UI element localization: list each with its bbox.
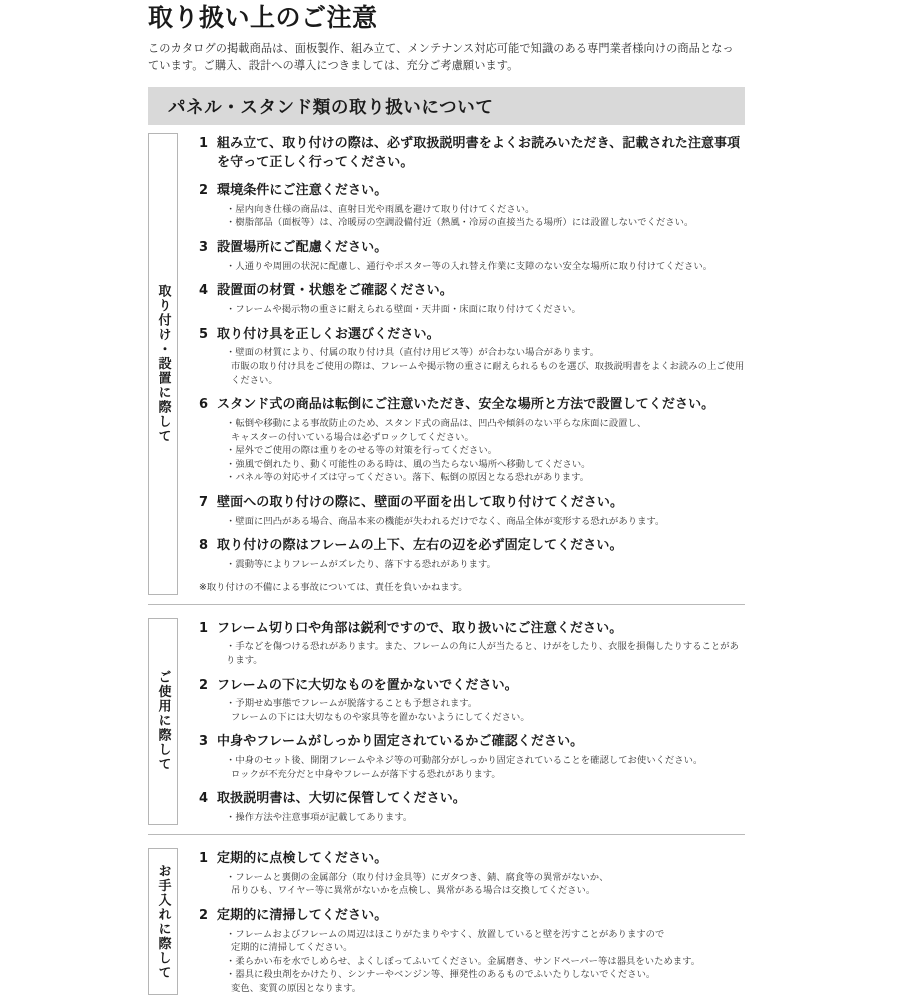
section-banner-label: パネル・スタンド類の取り扱いについて — [168, 97, 494, 118]
notice-subnote: ・壁面の材質により、付属の取り付け具（直付け用ビス等）が合わない場合があります。 — [226, 347, 600, 359]
vertical-label-box — [148, 618, 178, 825]
notice-subnote: ・屋内向き仕様の商品は、直射日光や雨風を避けて取り付けてください。 — [226, 203, 535, 215]
vertical-label-wrap — [148, 848, 182, 995]
notice-item-heading: 環境条件にご注意ください。 — [217, 182, 388, 198]
notice-item-body — [217, 850, 745, 898]
intro-paragraph: このカタログの掲載商品は、面板製作、組み立て、メンテナンス対応可能で知識のある専門業者様向けの商品となっています。ご購入、設計への導入につきましては、充分ご考慮願います。 — [148, 41, 734, 73]
notice-subnote-list — [217, 754, 745, 781]
notice-item-heading: 組み立て、取り付けの際は、必ず取扱説明書をよくお読みいただき、記載された注意事項を守って正しく行ってください。 — [217, 136, 741, 170]
notice-subnote: ・フレームと裏側の金属部分（取り付け金具等）にガタつき、錆、腐食等の異常がないか、 — [226, 871, 609, 883]
notice-subnote: キャスターの付いている場合は必ずロックしてください。 — [231, 431, 474, 443]
notice-subnote-list — [217, 515, 745, 529]
notice-item-number: 2 — [199, 677, 209, 693]
notice-item-heading: 設置面の材質・状態をご確認ください。 — [217, 283, 453, 299]
notice-item-list — [182, 848, 745, 995]
notice-item — [199, 850, 745, 898]
notice-item-number: 1 — [199, 620, 209, 636]
notice-subnote: ・フレームや掲示物の重さに耐えられる壁面・天井面・床面に取り付けてください。 — [226, 304, 581, 316]
notice-subnote: ・樹脂部品（面板等）は、冷暖房の空調設備付近（熱風・冷房の直接当たる場所）には設置しないでください。 — [226, 217, 694, 229]
notice-item-heading: 設置場所にご配慮ください。 — [217, 239, 388, 255]
notice-item-number: 5 — [199, 326, 209, 342]
notice-item-number: 3 — [199, 239, 209, 255]
notice-item — [199, 326, 745, 388]
notice-item — [199, 135, 745, 173]
notice-item-body — [217, 326, 745, 388]
notice-subnote: ・中身のセット後、開閉フレームやネジ等の可動部分がしっかり固定されていることを確認してお使いください。 — [226, 755, 703, 767]
notice-subnote-list — [217, 260, 745, 274]
notice-subnote: 定期的に清掃してください。 — [231, 942, 353, 954]
notice-item-number: 2 — [199, 907, 209, 923]
notice-subnote: ・強風で倒れたり、動く可能性のある時は、風の当たらない場所へ移動してください。 — [226, 458, 591, 470]
notice-subnote: ・柔らかい布を水でしめらせ、よくしぼってふいてください。金属磨き、サンドペーパー等は器具をいためます。 — [226, 955, 701, 967]
notice-subnote: ・パネル等の対応サイズは守ってください。落下、転倒の原因となる恐れがあります。 — [226, 472, 590, 484]
notice-subnote: ロックが不充分だと中身やフレームが落下する恐れがあります。 — [231, 768, 501, 780]
notice-item-number: 1 — [199, 136, 209, 152]
notice-item-body — [217, 733, 745, 781]
notice-subnote: 変色、変質の原因となります。 — [231, 982, 362, 994]
notice-item-number: 1 — [199, 850, 209, 866]
notice-item — [199, 239, 745, 273]
notice-item-body — [217, 790, 745, 824]
notice-item — [199, 677, 745, 725]
notice-subnote: ・予期せぬ事態でフレームが脱落することも予想されます。 — [226, 698, 478, 710]
notice-item-heading: 取扱説明書は、大切に保管してください。 — [217, 791, 466, 807]
notice-item-body — [217, 907, 745, 995]
notice-item-number: 7 — [199, 494, 209, 510]
notice-block — [148, 125, 745, 594]
notice-subnote: ・手などを傷つける恐れがあります。また、フレームの角に人が当たると、けがをしたり、衣服を損傷したりすることがあります。 — [226, 641, 739, 666]
notice-item-body — [217, 677, 745, 725]
vertical-label-text: 取り付け・設置に際して — [155, 284, 171, 444]
notice-item-number: 8 — [199, 538, 209, 554]
notice-subnote-list — [217, 303, 745, 317]
notice-subnote: ・震動等によりフレームがズレたり、落下する恐れがあります。 — [226, 559, 496, 571]
notice-item-body — [217, 182, 745, 230]
notice-item-body — [217, 135, 745, 173]
notice-block — [148, 834, 745, 995]
notice-item-heading: 取り付けの際はフレームの上下、左右の辺を必ず固定してください。 — [217, 538, 623, 554]
notice-item-heading: 中身やフレームがしっかり固定されているかご確認ください。 — [217, 734, 584, 750]
vertical-label-wrap — [148, 133, 182, 594]
notice-subnote-list — [217, 811, 745, 825]
notice-item-list — [182, 133, 745, 594]
notice-subnote-list — [217, 417, 745, 485]
notice-subnote: 吊りひも、ワイヤー等に異常がないかを点検し、異常がある場合は交換してください。 — [231, 885, 596, 897]
notice-subnote: フレームの下には大切なものや家具等を置かないようにしてください。 — [231, 711, 530, 723]
notice-item-heading: フレーム切り口や角部は鋭利ですので、取り扱いにご注意ください。 — [217, 620, 623, 636]
notice-subnote-list — [217, 640, 745, 667]
notice-item-heading: 取り付け具を正しくお選びください。 — [217, 326, 440, 342]
notice-item — [199, 907, 745, 995]
notice-subnote-list — [217, 558, 745, 572]
notice-subnote-list — [217, 346, 745, 387]
notice-item-heading: フレームの下に大切なものを置かないでください。 — [217, 677, 518, 693]
notice-subnote: 市販の取り付け具をご使用の際は、フレームや掲示物の重さに耐えられるものを選び、取扱説明書をよくお読みの上ご使用ください。 — [231, 361, 745, 386]
notice-item-body — [217, 239, 745, 273]
notice-subnote-list — [217, 871, 745, 898]
notice-subnote: ・フレームおよびフレームの周辺はほこりがたまりやすく、放置していると壁を汚すことがありますので — [226, 928, 665, 940]
vertical-label-text: お手入れに際して — [155, 863, 171, 980]
vertical-label-box — [148, 848, 178, 995]
notice-item — [199, 396, 745, 485]
notice-block — [148, 604, 745, 825]
notice-item-heading: 壁面への取り付けの際に、壁面の平面を出して取り付けてください。 — [217, 494, 624, 510]
notice-subnote: ・人通りや周囲の状況に配慮し、通行やポスター等の入れ替え作業に支障のない安全な場所に取り付けてください。 — [226, 260, 713, 272]
notice-item-number: 3 — [199, 734, 209, 750]
notice-item — [199, 790, 745, 824]
notice-item-number: 6 — [199, 397, 209, 413]
notice-item-number: 2 — [199, 182, 209, 198]
notice-subnote: ・操作方法や注意事項が記載してあります。 — [226, 812, 413, 824]
notice-item — [199, 282, 745, 316]
vertical-label-box — [148, 133, 178, 594]
notice-item-body — [217, 620, 745, 668]
notice-subnote: ・転倒や移動による事故防止のため、スタンド式の商品は、凹凸や傾斜のない平らな床面に設置し、 — [226, 417, 647, 429]
page-title: 取り扱い上のご注意 — [148, 3, 378, 32]
notice-item — [199, 733, 745, 781]
notice-subnote: ・器具に殺虫剤をかけたり、シンナーやベンジン等、揮発性のあるものでふいたりしないでください。 — [226, 969, 656, 981]
notice-item-list — [182, 618, 745, 825]
notice-item-body — [217, 396, 745, 485]
notice-subnote-list — [217, 928, 745, 995]
sections-container — [148, 125, 745, 995]
notice-item-number: 4 — [199, 283, 209, 299]
notice-item — [199, 620, 745, 668]
notice-item-heading: 定期的に点検してください。 — [217, 850, 388, 866]
vertical-label-text: ご使用に際して — [155, 670, 171, 772]
notice-footnote: ※取り付けの不備による事故については、責任を負いかねます。 — [199, 581, 468, 593]
notice-subnote: ・壁面に凹凸がある場合、商品本来の機能が失われるだけでなく、商品全体が変形する恐れがあります。 — [226, 515, 665, 527]
notice-subnote-list — [217, 697, 745, 724]
notice-item — [199, 494, 745, 528]
vertical-label-wrap — [148, 618, 182, 825]
section-banner — [148, 87, 745, 125]
notice-item-body — [217, 282, 745, 316]
notice-item-body — [217, 494, 745, 528]
notice-item — [199, 537, 745, 571]
notice-item-heading: 定期的に清掃してください。 — [217, 907, 388, 923]
notice-item — [199, 182, 745, 230]
notice-item-heading: スタンド式の商品は転倒にご注意いただき、安全な場所と方法で設置してください。 — [217, 397, 715, 413]
notice-subnote: ・屋外でご使用の際は重りをのせる等の対策を行ってください。 — [226, 445, 498, 457]
notice-item-body — [217, 537, 745, 571]
notice-item-number: 4 — [199, 791, 209, 807]
notice-subnote-list — [217, 203, 745, 230]
